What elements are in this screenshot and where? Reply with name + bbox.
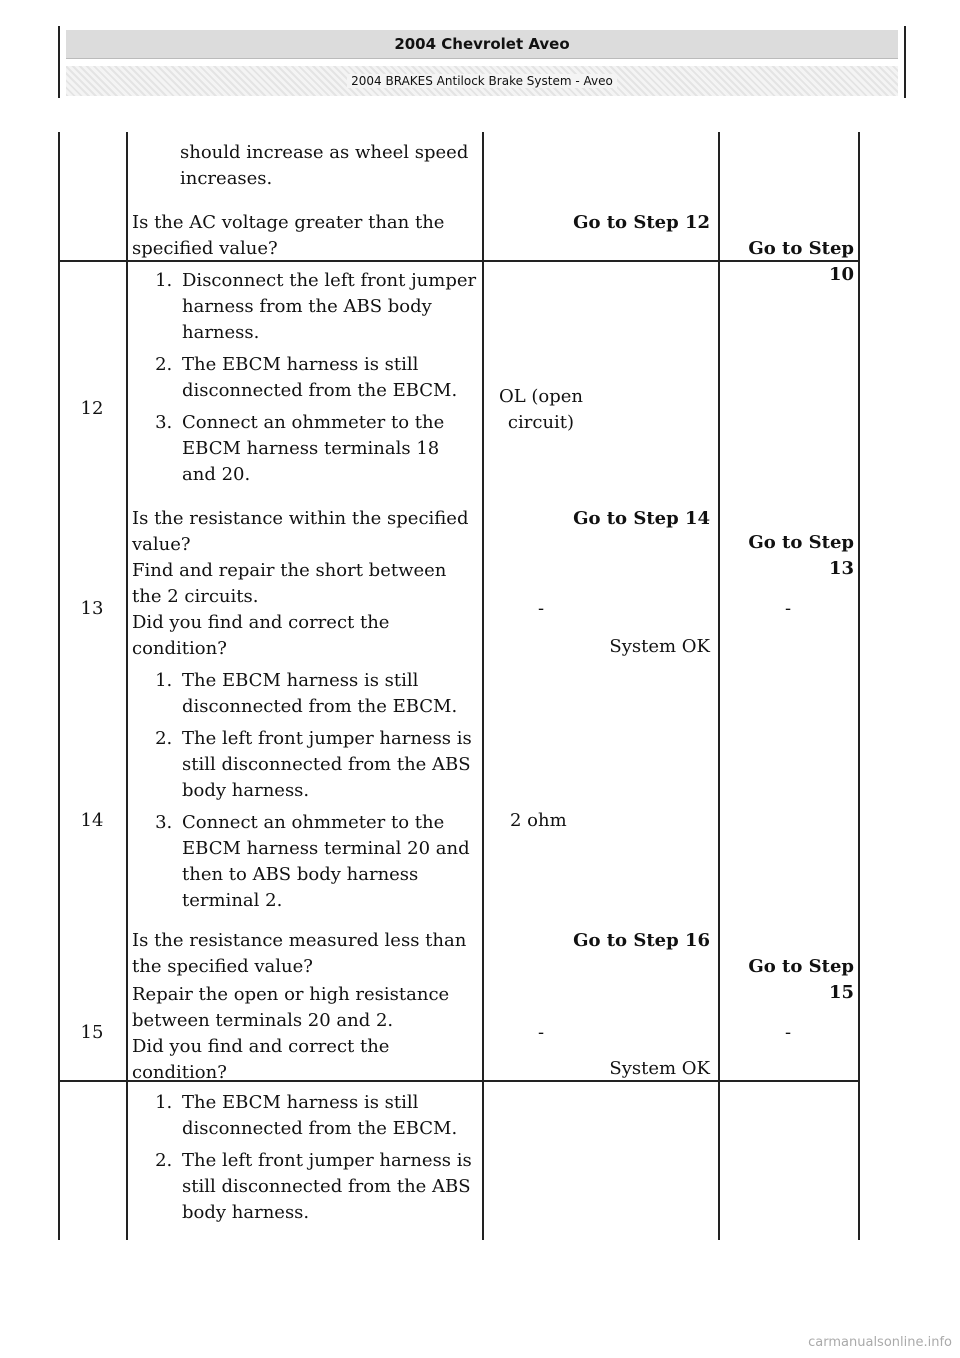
spec-value: 2 ohm xyxy=(510,810,567,831)
spec-value: - xyxy=(537,598,545,619)
document-header xyxy=(58,26,906,98)
spec-value: - xyxy=(537,1022,545,1043)
step-number: 15 xyxy=(80,1022,104,1043)
no-result: Go to Step 10 xyxy=(748,238,854,285)
list-item: 1. The EBCM harness is still disconnected from the EBCM. xyxy=(178,1090,478,1142)
yes-result: Go to Step 12 xyxy=(573,212,710,233)
spec-value: OL (open circuit) xyxy=(498,386,584,433)
question-text: Did you find and correct the condition? xyxy=(132,1036,390,1083)
list-item: 3. Connect an ohmmeter to the EBCM harness terminals 18 and 20. xyxy=(178,410,478,488)
question-text: Is the resistance measured less than the specified value? xyxy=(132,930,467,977)
no-result: Go to Step 15 xyxy=(748,956,854,1003)
no-result: - xyxy=(784,1022,792,1043)
list-item: 2. The left front jumper harness is still disconnected from the ABS body harness. xyxy=(178,1148,478,1226)
question-text: Did you find and correct the condition? xyxy=(132,612,390,659)
no-result: Go to Step 13 xyxy=(748,532,854,579)
question-text: Is the AC voltage greater than the specified value? xyxy=(132,212,445,259)
no-result: - xyxy=(784,598,792,619)
step-number: 12 xyxy=(80,398,104,419)
action-list xyxy=(130,268,478,494)
document-title: 2004 Chevrolet Aveo xyxy=(66,30,898,59)
question-text: Is the resistance within the specified value? xyxy=(132,508,469,555)
step-number: 14 xyxy=(80,810,104,831)
list-item: 1. Disconnect the left front jumper harness from the ABS body harness. xyxy=(178,268,478,346)
list-item: 1. The EBCM harness is still disconnected from the EBCM. xyxy=(178,668,478,720)
action-continuation: should increase as wheel speed increases. xyxy=(180,142,469,189)
action-list xyxy=(130,668,478,920)
action-text: Repair the open or high resistance between terminals 20 and 2. xyxy=(132,984,450,1031)
watermark: carmanualsonline.info xyxy=(808,1335,952,1350)
yes-result: Go to Step 16 xyxy=(573,930,710,951)
yes-result: System OK xyxy=(609,1058,710,1079)
yes-result: Go to Step 14 xyxy=(573,508,710,529)
list-item: 3. Connect an ohmmeter to the EBCM harness terminal 20 and then to ABS body harness terminal 2. xyxy=(178,810,478,914)
list-item: 2. The left front jumper harness is still disconnected from the ABS body harness. xyxy=(178,726,478,804)
document-subtitle: 2004 BRAKES Antilock Brake System - Aveo xyxy=(66,66,898,96)
action-list xyxy=(130,1090,478,1232)
step-number: 13 xyxy=(80,598,104,619)
action-text: Find and repair the short between the 2 circuits. xyxy=(132,560,447,607)
yes-result: System OK xyxy=(609,636,710,657)
list-item: 2. The EBCM harness is still disconnected from the EBCM. xyxy=(178,352,478,404)
